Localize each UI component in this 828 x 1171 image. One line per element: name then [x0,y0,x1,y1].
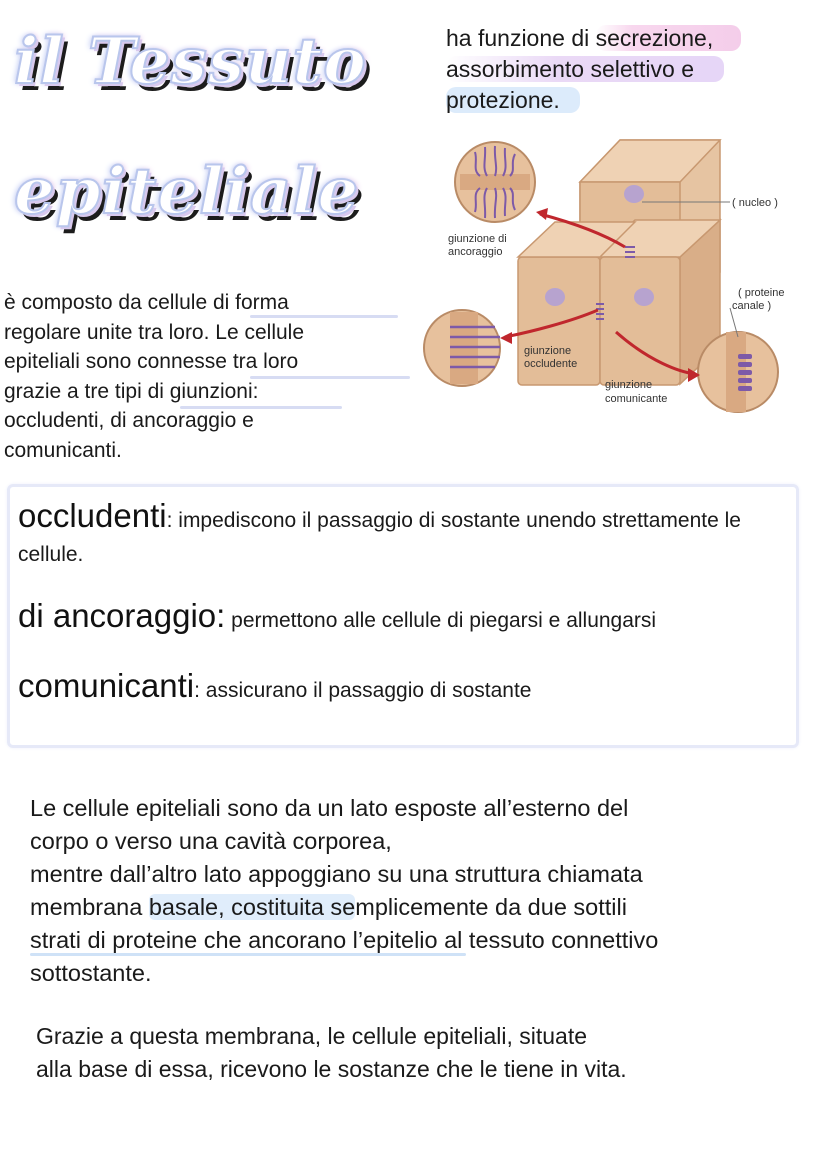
composition-line-5: occludenti, di ancoraggio e [4,409,254,432]
label-giunzione-comunicante-2: comunicante [605,393,668,405]
label-proteine-1: ( proteine [738,287,785,299]
nucleus-icon [545,288,565,306]
cells-line-1: Le cellule epiteliali sono da un lato esposte all’esterno del [30,795,629,821]
junction-definition: permettono alle cellule di piegarsi e allungarsi [225,609,657,632]
intro-line-1-pre: ha funzione di [446,25,596,51]
underline-decoration [250,376,410,379]
anchoring-junction-zoom [455,142,535,222]
junction-occludenti [18,497,778,573]
cells-paragraph [30,792,800,990]
cells-line-2: corpo o verso una cavità corporea, [30,828,392,854]
composition-line-1: è composto da cellule di forma [4,291,289,314]
intro-text [446,23,806,116]
junction-comunicanti [18,667,798,705]
composition-line-2: regolare unite tra loro. Le cellule [4,320,305,344]
label-giunzione-comunicante-1: giunzione [605,379,653,391]
label-proteine-2: canale ) [732,300,772,312]
junction-definition: : assicurano il passaggio di sostante [194,679,532,702]
label-nucleo: ( nucleo ) [732,197,778,209]
highlight-secrezione: secrezione, [596,25,742,51]
grazie-line-1: Grazie a questa membrana, le cellule epiteliali, situate [36,1023,588,1049]
label-giunzione-occludente-2: occludente [524,358,578,370]
cells-line-4-post: mplicemente da due sottili [355,894,627,920]
highlight-basale: basale, costituita se [148,894,356,920]
label-giunzione-ancoraggio-2: ancoraggio [448,246,503,258]
junction-term: occludenti [18,497,167,534]
cells-line-5: strati di proteine che ancorano l’epitelio al tessuto connettivo [30,927,659,953]
grazie-line-2: alla base di essa, ricevono le sostanze che le tiene in vita. [36,1056,627,1082]
cells-line-4 [30,891,800,924]
junction-term: comunicanti [18,667,195,704]
highlight-assorbimento: assorbimento selettivo e [446,56,724,82]
underline-decoration [180,406,342,409]
tight-junction-zoom [424,310,500,386]
junction-definition: : impediscono il passaggio di sostante unendo strettamente le cellule. [18,509,741,566]
epithelial-junctions-diagram [420,132,820,422]
underline-decoration [250,315,398,318]
cells-line-4-pre: membrana [30,894,149,920]
cells-line-6: sottostante. [30,960,152,986]
composition-line-6: comunicanti. [4,438,122,462]
label-giunzione-occludente-1: giunzione [524,345,572,357]
underline-decoration [30,953,466,956]
composition-line-3: epiteliali sono connesse tra loro [4,350,299,373]
nucleus-icon [624,185,644,203]
composition-line-4: grazie a tre tipi di giunzioni: [4,379,259,403]
cells-line-3: mentre dall’altro lato appoggiano su una struttura chiamata [30,861,643,887]
page-title-line-1: il Tessuto [14,24,367,99]
label-giunzione-ancoraggio-1: giunzione di [448,233,507,245]
page-title-line-2: epiteliale [14,154,360,229]
junction-term: di ancoraggio: [18,597,226,634]
highlight-protezione: protezione. [446,87,580,113]
grazie-paragraph [36,1020,806,1086]
junction-ancoraggio [18,597,798,635]
nucleus-icon [634,288,654,306]
gap-junction-zoom [698,332,778,412]
